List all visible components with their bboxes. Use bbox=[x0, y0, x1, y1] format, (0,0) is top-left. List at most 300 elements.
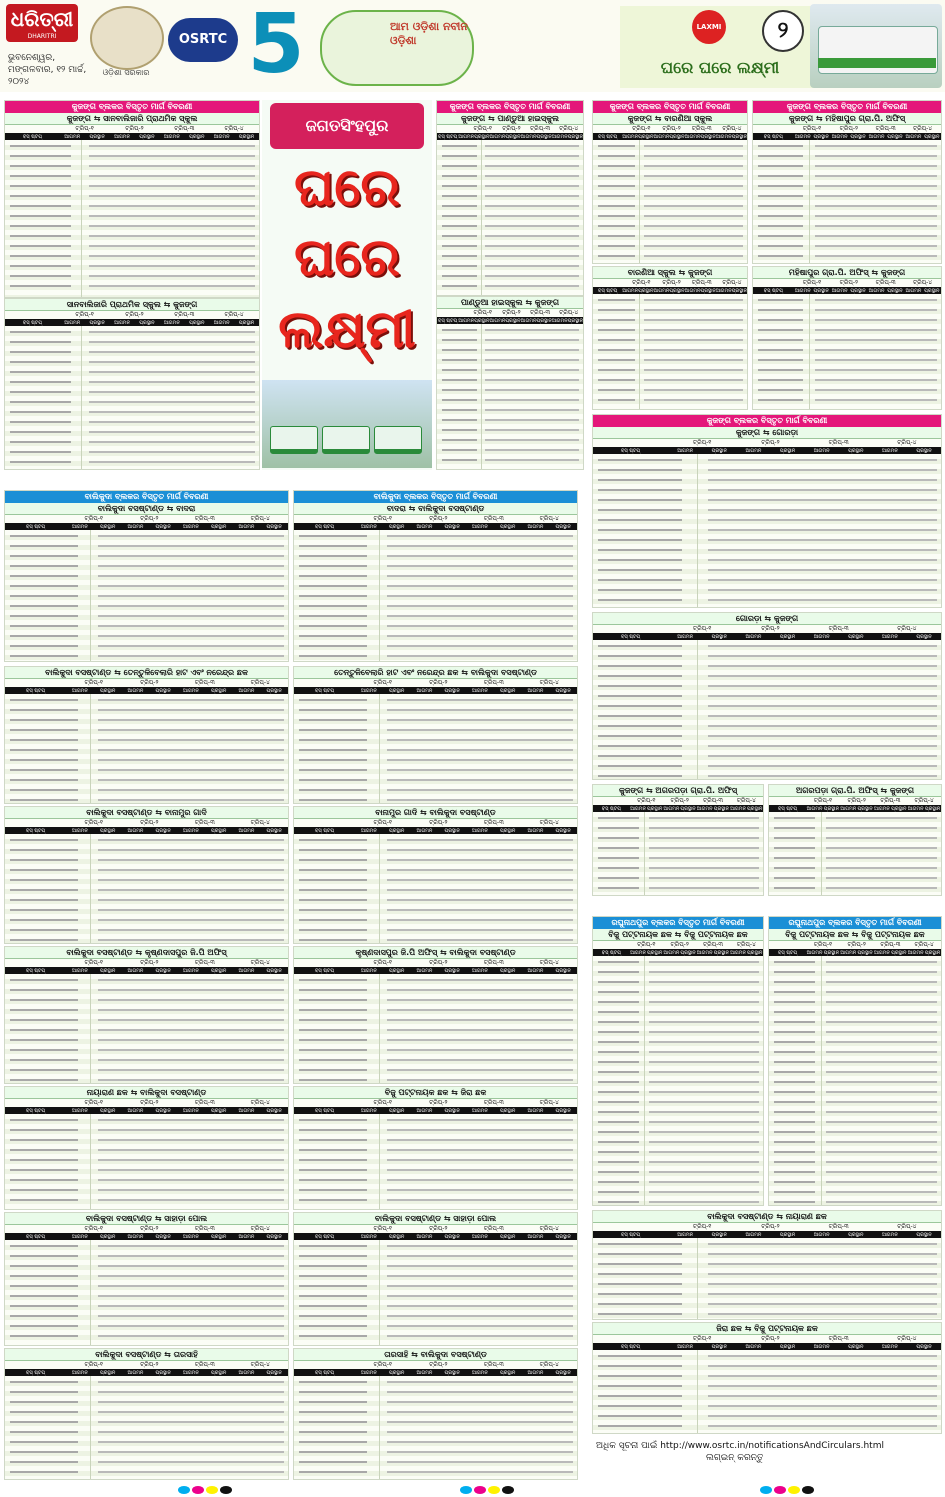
time-header: ଆଗମନ bbox=[238, 524, 255, 530]
route-name: ସାନବାଲିଜାରି ପ୍ରାଥମିକ ସ୍କୁଲ ⇆ କୁଜଙ୍ଗ bbox=[5, 299, 259, 311]
time-header: ପ୍ରସ୍ଥାନ bbox=[238, 134, 255, 140]
trip-header bbox=[593, 625, 941, 633]
time-header: ଆଗମନ bbox=[868, 288, 885, 294]
time-header: ଆଗମନ bbox=[696, 950, 713, 956]
route-table-title: କୁଜଙ୍ଗ ବ୍ଲକର ବିସ୍ତୃତ ମାର୍ଗ ବିବରଣୀ bbox=[593, 101, 747, 113]
time-header: ପ୍ରସ୍ଥାନ bbox=[713, 806, 730, 812]
trip-label: ଟ୍ରିପ୍-୪ bbox=[250, 1361, 270, 1368]
bus-stop-header: ବସ୍ ଷ୍ଟପ୍ bbox=[777, 950, 798, 956]
stop-names bbox=[758, 142, 803, 261]
trip-header bbox=[593, 439, 941, 447]
time-header: ପ୍ରସ୍ଥାନ bbox=[555, 1234, 571, 1240]
trip-label: ଟ୍ରିପ୍-୧ bbox=[373, 515, 393, 522]
time-header: ପ୍ରସ୍ଥାନ bbox=[211, 524, 227, 530]
trip-label: ଟ୍ରିପ୍-୨ bbox=[761, 1335, 780, 1342]
trip-label: ଟ୍ରିପ୍-୩ bbox=[880, 797, 901, 804]
route-table-title: କୁଜଙ୍ଗ ବ୍ଲକର ବିସ୍ତୃତ ମାର୍ଗ ବିବରଣୀ bbox=[593, 415, 941, 427]
time-header: ପ୍ରସ୍ଥାନ bbox=[848, 448, 864, 454]
trip-label: ଟ୍ରିପ୍-୪ bbox=[539, 679, 559, 686]
time-header: ପ୍ରସ୍ଥାନ bbox=[555, 1108, 571, 1114]
time-header: ଆଗମନ bbox=[71, 524, 88, 530]
time-values bbox=[644, 142, 743, 261]
stop-names bbox=[598, 142, 635, 261]
time-header: ଆଗମନ bbox=[182, 1370, 199, 1376]
time-header: ଆଗମନ bbox=[416, 968, 433, 974]
trip-header bbox=[5, 515, 288, 523]
time-header: ଆଗମନ bbox=[905, 288, 922, 294]
timetable-rows bbox=[5, 834, 288, 943]
trip-label: ଟ୍ରିପ୍-୧ bbox=[373, 1361, 393, 1368]
trip-label: ଟ୍ରିପ୍-୪ bbox=[722, 279, 742, 286]
time-header: ପ୍ରସ୍ଥାନ bbox=[747, 950, 763, 956]
route-name: କୃଷ୍ଣଦାସପୁର ଜି.ପି ଅଫିସ୍ ⇆ ବାଲିକୁଦା ବସଷ୍ଟାଣ୍ଡ bbox=[294, 947, 577, 959]
route-table bbox=[592, 100, 748, 264]
time-header: ଆଗମନ bbox=[745, 1232, 762, 1238]
trip-label: ଟ୍ରିପ୍-୩ bbox=[483, 1225, 504, 1232]
time-header: ପ୍ରସ୍ଥାନ bbox=[924, 288, 940, 294]
trip-header bbox=[593, 941, 763, 949]
trip-label: ଟ୍ରିପ୍-୩ bbox=[828, 625, 849, 632]
time-header: ଆଗମନ bbox=[715, 134, 732, 140]
time-header: ପ୍ରସ୍ଥାନ bbox=[848, 634, 864, 640]
timetable-rows bbox=[593, 812, 763, 895]
time-header: ଆଗମନ bbox=[471, 1370, 488, 1376]
route-name: ତେନ୍ତୁଳିବେଲାରି ହାଟ ଏବଂ ନରେନ୍ଦ୍ର ଛକ ⇆ ବାଲିକୁଦା ବସଷ୍ଟାଣ୍ଡ bbox=[294, 667, 577, 679]
trip-label: ଟ୍ରିପ୍-୧ bbox=[84, 1361, 104, 1368]
trip-label: ଟ୍ରିପ୍-୧ bbox=[373, 1099, 393, 1106]
route-name: କୁଜଙ୍ଗ ⇆ ସାନବାଲିଜାରି ପ୍ରାଥମିକ ସ୍କୁଲ bbox=[5, 113, 259, 125]
timetable-rows bbox=[294, 834, 577, 943]
time-header: ଆଗମନ bbox=[527, 828, 544, 834]
route-name: ତାରସାହି ⇆ ବାଲିକୁଦା ବସଷ୍ଟାଣ୍ଡ bbox=[294, 1349, 577, 1361]
time-header: ପ୍ରସ୍ଥାନ bbox=[916, 634, 932, 640]
time-header: ଆଗମନ bbox=[238, 1234, 255, 1240]
bus-icon bbox=[322, 426, 370, 454]
trip-header bbox=[5, 679, 288, 687]
time-header: ପ୍ରସ୍ଥାନ bbox=[823, 806, 840, 812]
magenta-mark-icon bbox=[192, 1486, 204, 1494]
stop-names bbox=[774, 814, 815, 893]
time-header: ଆଗମନ bbox=[127, 828, 144, 834]
time-header: ଆଗମନ bbox=[881, 1232, 898, 1238]
trip-label: ଟ୍ରିପ୍-୪ bbox=[224, 311, 244, 318]
time-values bbox=[387, 1242, 573, 1343]
bus-stop-header: ବସ୍ ଷ୍ଟପ୍ bbox=[25, 1234, 46, 1240]
route-name: କୁଜଙ୍ଗ ⇆ ପାଣ୍ଡୁଆ ହାଇସ୍କୁଲ bbox=[437, 113, 583, 125]
time-header: ଆଗମନ bbox=[905, 134, 922, 140]
time-values bbox=[649, 958, 759, 1203]
time-header: ପ୍ରସ୍ଥାନ bbox=[238, 320, 255, 326]
time-header: ପ୍ରସ୍ଥାନ bbox=[500, 968, 516, 974]
time-header: ଆଗମନ bbox=[794, 134, 811, 140]
time-header: ଆଗମନ bbox=[813, 448, 830, 454]
route-name: ବାଲିକୁଦା ବସଷ୍ଟାଣ୍ଡ ⇆ ନାୟାରାଣ ଛକ bbox=[593, 1211, 941, 1223]
time-header: ଆଗମନ bbox=[684, 288, 701, 294]
trip-label: ଟ୍ରିପ୍-୧ bbox=[632, 279, 651, 286]
time-header: ପ୍ରସ୍ଥାନ bbox=[731, 134, 747, 140]
time-header: ଆଗମନ bbox=[163, 134, 180, 140]
time-header: ପ୍ରସ୍ଥାନ bbox=[474, 318, 490, 324]
time-header: ଆଗମନ bbox=[527, 524, 544, 530]
route-table-title: କୁଜଙ୍ଗ ବ୍ଲକର ବିସ୍ତୃତ ମାର୍ଗ ବିବରଣୀ bbox=[753, 101, 941, 113]
time-header: ଆଗମନ bbox=[813, 634, 830, 640]
timetable-rows bbox=[5, 1240, 288, 1345]
time-header: ପ୍ରସ୍ଥାନ bbox=[155, 828, 171, 834]
trip-label: ଟ୍ରିପ୍-୧ bbox=[692, 625, 712, 632]
time-header: ପ୍ରସ୍ଥାନ bbox=[100, 968, 116, 974]
timetable-rows bbox=[593, 294, 747, 409]
cyan-mark-icon bbox=[760, 1486, 772, 1494]
time-header: ଆଗମନ bbox=[471, 688, 488, 694]
trip-label: ଟ୍ରିପ୍-୩ bbox=[875, 279, 896, 286]
time-header: ପ୍ରସ୍ଥାନ bbox=[916, 1344, 932, 1350]
route-table bbox=[592, 1210, 942, 1320]
stop-names bbox=[10, 696, 78, 801]
route-name: ବାନାମୁର ଗାଦି ⇆ ବାଲିକୁଦା ବସଷ୍ଟାଣ୍ଡ bbox=[294, 807, 577, 819]
time-values bbox=[815, 142, 937, 261]
time-header: ପ୍ରସ୍ଥାନ bbox=[711, 448, 727, 454]
time-header: ଆଗମନ bbox=[64, 320, 81, 326]
stop-names bbox=[299, 1242, 367, 1343]
time-header: ପ୍ରସ୍ଥାନ bbox=[813, 288, 829, 294]
bus-stop-header: ବସ୍ ଷ୍ଟପ୍ bbox=[25, 828, 46, 834]
black-mark-icon bbox=[502, 1486, 514, 1494]
time-header: ଆଗମନ bbox=[238, 688, 255, 694]
route-name: ବାଲିକୁଦା ବସଷ୍ଟାଣ୍ଡ ⇆ ତେନ୍ତୁଳିବେଲାରି ହାଟ ଏବଂ ନରେନ୍ଦ୍ର ଛକ bbox=[5, 667, 288, 679]
time-values bbox=[98, 532, 284, 659]
time-header: ପ୍ରସ୍ଥାନ bbox=[266, 688, 282, 694]
time-header: ଆଗମନ bbox=[813, 1344, 830, 1350]
time-values bbox=[98, 696, 284, 801]
stop-names bbox=[299, 1378, 367, 1477]
stop-names bbox=[442, 326, 477, 467]
stop-names bbox=[598, 296, 635, 407]
time-header: ଆଗମନ bbox=[114, 320, 130, 326]
route-name: କୁଜଙ୍ଗ ⇆ ଗୋରଡ଼ା bbox=[593, 427, 941, 439]
route-name: ବାଲିକୁଦା ବସଷ୍ଟାଣ୍ଡ ⇆ ବାନାମୁର ଗାଦି bbox=[5, 807, 288, 819]
time-values bbox=[826, 814, 937, 893]
trip-label: ଟ୍ରିପ୍-୨ bbox=[502, 125, 521, 132]
time-header: ପ୍ରସ୍ଥାନ bbox=[389, 968, 405, 974]
route-table bbox=[4, 298, 260, 470]
time-header: ଆଗମନ bbox=[520, 134, 537, 140]
time-header: ପ୍ରସ୍ଥାନ bbox=[444, 828, 460, 834]
trip-label: ଟ୍ରିପ୍-୨ bbox=[140, 819, 159, 826]
time-header: ଆଗମନ bbox=[71, 688, 88, 694]
stop-names bbox=[299, 836, 367, 941]
trip-label: ଟ୍ରିପ୍-୧ bbox=[84, 959, 104, 966]
osrtc-link[interactable]: http://www.osrtc.in/notificationsAndCirculars.html bbox=[660, 1441, 884, 1451]
bus-stop-header: ବସ୍ ଷ୍ଟପ୍ bbox=[25, 1370, 46, 1376]
trip-label: ଟ୍ରିପ୍-୩ bbox=[483, 959, 504, 966]
time-header: ପ୍ରସ୍ଥାନ bbox=[916, 1232, 932, 1238]
trip-label: ଟ୍ରିପ୍-୨ bbox=[839, 125, 859, 132]
edition-date: ଭୁବନେଶ୍ୱର, ମଙ୍ଗଳବାର, ୧୨ ମାର୍ଚ୍ଚ, ୨୦୨୪ bbox=[8, 53, 87, 87]
trip-label: ଟ୍ରିପ୍-୧ bbox=[75, 311, 94, 318]
stop-names bbox=[10, 1242, 78, 1343]
time-header: ପ୍ରସ୍ଥାନ bbox=[567, 318, 583, 324]
osrtc-logo: OSRTC bbox=[168, 18, 238, 62]
time-header: ଆଗମନ bbox=[715, 288, 732, 294]
trip-label: ଟ୍ରିପ୍-୧ bbox=[373, 959, 393, 966]
trip-header bbox=[5, 959, 288, 967]
time-header: ଆଗମନ bbox=[182, 968, 199, 974]
time-header: ପ୍ରସ୍ଥାନ bbox=[389, 1234, 405, 1240]
trip-label: ଟ୍ରିପ୍-୩ bbox=[875, 125, 896, 132]
time-header: ଆଗମନ bbox=[527, 688, 544, 694]
time-header: ଆଗମନ bbox=[881, 448, 898, 454]
route-table-title: ବାଲିକୁଦା ବ୍ଲକର ବିସ୍ତୃତ ମାର୍ଗ ବିବରଣୀ bbox=[5, 491, 288, 503]
stop-names bbox=[10, 1116, 78, 1207]
trip-label: ଟ୍ରିପ୍-୨ bbox=[429, 959, 448, 966]
trip-label: ଟ୍ରିପ୍-୩ bbox=[194, 1099, 215, 1106]
bus-stop-header: ବସ୍ ଷ୍ଟପ୍ bbox=[620, 1344, 641, 1350]
time-header: ପ୍ରସ୍ଥାନ bbox=[857, 806, 873, 812]
timetable-rows bbox=[753, 140, 941, 263]
timetable-rows bbox=[294, 974, 577, 1083]
trip-label: ଟ୍ରିପ୍-୪ bbox=[539, 959, 559, 966]
time-header: ପ୍ରସ୍ଥାନ bbox=[669, 134, 685, 140]
time-header: ପ୍ରସ୍ଥାନ bbox=[500, 1234, 516, 1240]
bus-stop-header: ବସ୍ ଷ୍ଟପ୍ bbox=[763, 288, 783, 294]
bus-stop-header: ବସ୍ ଷ୍ଟପ୍ bbox=[620, 634, 641, 640]
trip-label: ଟ୍ରିପ୍-୨ bbox=[429, 515, 448, 522]
route-table bbox=[4, 806, 289, 944]
time-values bbox=[89, 328, 255, 467]
time-values bbox=[485, 142, 579, 293]
trip-label: ଟ୍ରିପ୍-୨ bbox=[502, 309, 521, 316]
promo-line-1: ଘରେ bbox=[294, 158, 400, 218]
time-header: ପ୍ରସ୍ଥାନ bbox=[638, 134, 654, 140]
footer-info bbox=[596, 1440, 940, 1464]
time-header: ପ୍ରସ୍ଥାନ bbox=[924, 950, 941, 956]
trip-label: ଟ୍ରିପ୍-୪ bbox=[539, 1225, 559, 1232]
bus-stop-header: ବସ୍ ଷ୍ଟପ୍ bbox=[25, 524, 46, 530]
trip-label: ଟ୍ରିପ୍-୪ bbox=[250, 515, 270, 522]
page-number: ୨ bbox=[762, 10, 804, 52]
time-header: ଆଗମନ bbox=[458, 318, 475, 324]
time-header: ପ୍ରସ୍ଥାନ bbox=[500, 688, 516, 694]
time-values bbox=[649, 814, 759, 893]
time-header: ଆଗମନ bbox=[677, 1344, 694, 1350]
time-header: ଆଗମନ bbox=[907, 806, 924, 812]
timetable-rows bbox=[437, 140, 583, 295]
route-name: ବାଲିକୁଦା ବସଷ୍ଟାଣ୍ଡ ⇆ ସାହାଡ଼ା ପୋଲ bbox=[294, 1213, 577, 1225]
trip-label: ଟ୍ରିପ୍-୪ bbox=[912, 125, 933, 132]
time-header: ଆଗମନ bbox=[489, 134, 506, 140]
trip-label: ଟ୍ରିପ୍-୧ bbox=[632, 125, 651, 132]
route-name: ବିଜୁ ପଟ୍ଟନାୟକ ଛକ ⇆ ଜିରା ଛକ bbox=[294, 1087, 577, 1099]
time-header: ଆଗମନ bbox=[127, 1370, 144, 1376]
trip-header bbox=[593, 1223, 941, 1231]
timetable-rows bbox=[294, 1240, 577, 1345]
timetable-rows bbox=[5, 694, 288, 803]
time-header: ପ୍ରସ୍ଥାନ bbox=[505, 134, 521, 140]
time-header: ପ୍ରସ୍ଥାନ bbox=[444, 1108, 460, 1114]
route-table bbox=[293, 666, 578, 804]
time-header: ଆଗମନ bbox=[471, 1234, 488, 1240]
route-table bbox=[592, 612, 942, 780]
time-header: ପ୍ରସ୍ଥାନ bbox=[444, 524, 460, 530]
time-header: ଆଗମନ bbox=[360, 968, 377, 974]
trip-label: ଟ୍ରିପ୍-୪ bbox=[250, 1099, 270, 1106]
timetable-rows bbox=[294, 694, 577, 803]
time-header: ଆଗମନ bbox=[630, 950, 646, 956]
time-header: ପ୍ରସ୍ଥାନ bbox=[567, 134, 583, 140]
bus-stop-header: ବସ୍ ଷ୍ଟପ୍ bbox=[25, 688, 46, 694]
time-header: ପ୍ରସ୍ଥାନ bbox=[444, 1370, 460, 1376]
route-table bbox=[293, 806, 578, 944]
yellow-mark-icon bbox=[488, 1486, 500, 1494]
time-header: ପ୍ରସ୍ଥାନ bbox=[848, 1344, 864, 1350]
trip-label: ଟ୍ରିପ୍-୨ bbox=[662, 125, 681, 132]
trip-label: ଟ୍ରିପ୍-୨ bbox=[429, 679, 448, 686]
stop-names bbox=[598, 1352, 682, 1431]
time-header: ଆଗମନ bbox=[831, 134, 848, 140]
timetable-rows bbox=[294, 1376, 577, 1479]
time-header: ଆଗମନ bbox=[360, 688, 377, 694]
trip-label: ଟ୍ରିପ୍-୪ bbox=[914, 797, 934, 804]
trip-label: ଟ୍ରିପ୍-୩ bbox=[194, 515, 215, 522]
time-header: ପ୍ରସ୍ଥାନ bbox=[155, 968, 171, 974]
route-name: କୁଜଙ୍ଗ ⇆ ବାରଣିଆ ସ୍କୁଲ bbox=[593, 113, 747, 125]
time-header: ଆଗମନ bbox=[630, 806, 646, 812]
trip-label: ଟ୍ରିପ୍-୪ bbox=[250, 819, 270, 826]
route-name: ବାଲିକୁଦା ବସଷ୍ଟାଣ୍ଡ ⇆ ସାହାଡ଼ା ପୋଲ bbox=[5, 1213, 288, 1225]
trip-label: ଟ୍ରିପ୍-୧ bbox=[75, 125, 94, 132]
time-header: ଆଗମନ bbox=[527, 968, 544, 974]
time-header: ଆଗମନ bbox=[551, 134, 568, 140]
route-name: ଅଗରପଡ଼ା ଗ୍ରା.ପି. ଅଫିସ୍ ⇆ କୁଜଙ୍ଗ bbox=[769, 785, 941, 797]
trip-label: ଟ୍ରିପ୍-୩ bbox=[483, 819, 504, 826]
time-header: ଆଗମନ bbox=[730, 950, 746, 956]
route-table bbox=[4, 1212, 289, 1346]
trip-label: ଟ୍ରିପ୍-୩ bbox=[483, 679, 504, 686]
time-header: ପ୍ରସ୍ଥାନ bbox=[669, 288, 685, 294]
trip-label: ଟ୍ରିପ୍-୪ bbox=[224, 125, 244, 132]
time-header: ପ୍ରସ୍ଥାନ bbox=[266, 1370, 282, 1376]
time-header: ଆଗମନ bbox=[163, 320, 180, 326]
time-header: ଆଗମନ bbox=[182, 688, 199, 694]
bus-stop-header: ବସ୍ ଷ୍ଟପ୍ bbox=[22, 320, 42, 326]
trip-label: ଟ୍ରିପ୍-୨ bbox=[839, 279, 859, 286]
time-values bbox=[708, 1240, 937, 1317]
trip-header bbox=[5, 311, 259, 319]
trip-label: ଟ୍ରିପ୍-୨ bbox=[429, 819, 448, 826]
timetable-rows bbox=[593, 956, 763, 1205]
time-header: ଆଗମନ bbox=[527, 1108, 544, 1114]
trip-label: ଟ୍ରିପ୍-୧ bbox=[84, 1225, 104, 1232]
time-header: ପ୍ରସ୍ଥାନ bbox=[266, 1234, 282, 1240]
time-header: ପ୍ରସ୍ଥାନ bbox=[857, 950, 873, 956]
trip-label: ଟ୍ରିପ୍-୪ bbox=[539, 819, 559, 826]
trip-label: ଟ୍ରିପ୍-୧ bbox=[84, 515, 104, 522]
stop-names bbox=[758, 296, 803, 407]
timetable-rows bbox=[593, 1238, 941, 1319]
time-header: ପ୍ରସ୍ଥାନ bbox=[536, 134, 552, 140]
time-header: ପ୍ରସ୍ଥାନ bbox=[266, 828, 282, 834]
trip-header bbox=[593, 1335, 941, 1343]
time-header: ଆଗମନ bbox=[471, 524, 488, 530]
trip-header bbox=[593, 279, 747, 287]
trip-label: ଟ୍ରିପ୍-୨ bbox=[662, 279, 681, 286]
time-header: ଆଗମନ bbox=[458, 134, 475, 140]
trip-label: ଟ୍ରିପ୍-୧ bbox=[692, 1223, 712, 1230]
trip-header bbox=[753, 125, 941, 133]
trip-label: ଟ୍ରିପ୍-୩ bbox=[702, 797, 724, 804]
time-header: ଆଗମନ bbox=[730, 806, 746, 812]
timetable-rows bbox=[437, 324, 583, 469]
time-header: ପ୍ରସ୍ଥାନ bbox=[680, 950, 696, 956]
trip-header bbox=[593, 797, 763, 805]
trip-label: ଟ୍ରିପ୍-୪ bbox=[539, 1361, 559, 1368]
time-header: ପ୍ରସ୍ଥାନ bbox=[823, 950, 840, 956]
cyan-mark-icon bbox=[178, 1486, 190, 1494]
time-values bbox=[98, 836, 284, 941]
trip-label: ଟ୍ରିପ୍-୪ bbox=[250, 959, 270, 966]
time-header: ଆଗମନ bbox=[127, 524, 144, 530]
route-table bbox=[4, 490, 289, 662]
time-header: ଆଗମନ bbox=[471, 968, 488, 974]
time-header: ପ୍ରସ୍ଥାନ bbox=[555, 1370, 571, 1376]
trip-label: ଟ୍ରିପ୍-୧ bbox=[813, 797, 833, 804]
route-table bbox=[592, 916, 764, 1206]
time-header: ଆଗମନ bbox=[213, 134, 230, 140]
time-header: ପ୍ରସ୍ଥାନ bbox=[500, 1108, 516, 1114]
time-header: ପ୍ରସ୍ଥାନ bbox=[500, 1370, 516, 1376]
time-header: ପ୍ରସ୍ଥାନ bbox=[505, 318, 521, 324]
route-table bbox=[4, 666, 289, 804]
trip-header bbox=[5, 819, 288, 827]
time-header: ପ୍ରସ୍ଥାନ bbox=[189, 134, 205, 140]
trip-label: ଟ୍ରିପ୍-୨ bbox=[847, 797, 866, 804]
time-header: ଆଗମନ bbox=[840, 806, 857, 812]
time-header: ଆଗମନ bbox=[840, 950, 857, 956]
route-table bbox=[768, 784, 942, 896]
bus-icon bbox=[374, 426, 422, 454]
time-header: ଆଗମନ bbox=[114, 134, 130, 140]
time-header: ପ୍ରସ୍ଥାନ bbox=[536, 318, 552, 324]
trip-label: ଟ୍ରିପ୍-୪ bbox=[897, 1223, 917, 1230]
trip-label: ଟ୍ରିପ୍-୩ bbox=[174, 311, 195, 318]
timetable-rows bbox=[593, 140, 747, 263]
laxmi-title: ଘରେ ଘରେ ଲକ୍ଷ୍ମୀ bbox=[660, 58, 780, 77]
trip-label: ଟ୍ରିପ୍-୨ bbox=[429, 1225, 448, 1232]
stop-names bbox=[10, 976, 78, 1081]
route-table bbox=[293, 1086, 578, 1210]
stop-names bbox=[10, 328, 71, 467]
route-name: ବାଲିକୁଦା ବସଷ୍ଟାଣ୍ଡ ⇆ ତାରସାହି bbox=[5, 1349, 288, 1361]
bus-stop-header: ବସ୍ ଷ୍ଟପ୍ bbox=[763, 134, 783, 140]
time-header: ଆଗମନ bbox=[489, 318, 506, 324]
time-header: ଆଗମନ bbox=[745, 634, 762, 640]
time-header: ଆଗମନ bbox=[64, 134, 81, 140]
time-header: ଆଗମନ bbox=[622, 134, 639, 140]
time-values bbox=[826, 958, 937, 1203]
time-header: ପ୍ରସ୍ଥାନ bbox=[155, 1370, 171, 1376]
time-header: ପ୍ରସ୍ଥାନ bbox=[555, 968, 571, 974]
trip-label: ଟ୍ରିପ୍-୧ bbox=[373, 1225, 393, 1232]
time-values bbox=[98, 1116, 284, 1207]
trip-header bbox=[5, 125, 259, 133]
route-table bbox=[293, 490, 578, 662]
trip-label: ଟ୍ରିପ୍-୩ bbox=[702, 941, 724, 948]
timetable-rows bbox=[769, 812, 941, 895]
time-header: ଆଗମନ bbox=[874, 806, 890, 812]
time-header: ଆଗମନ bbox=[813, 1232, 830, 1238]
time-header: ଆଗମନ bbox=[182, 1108, 199, 1114]
trip-label: ଟ୍ରିପ୍-୩ bbox=[194, 1225, 215, 1232]
